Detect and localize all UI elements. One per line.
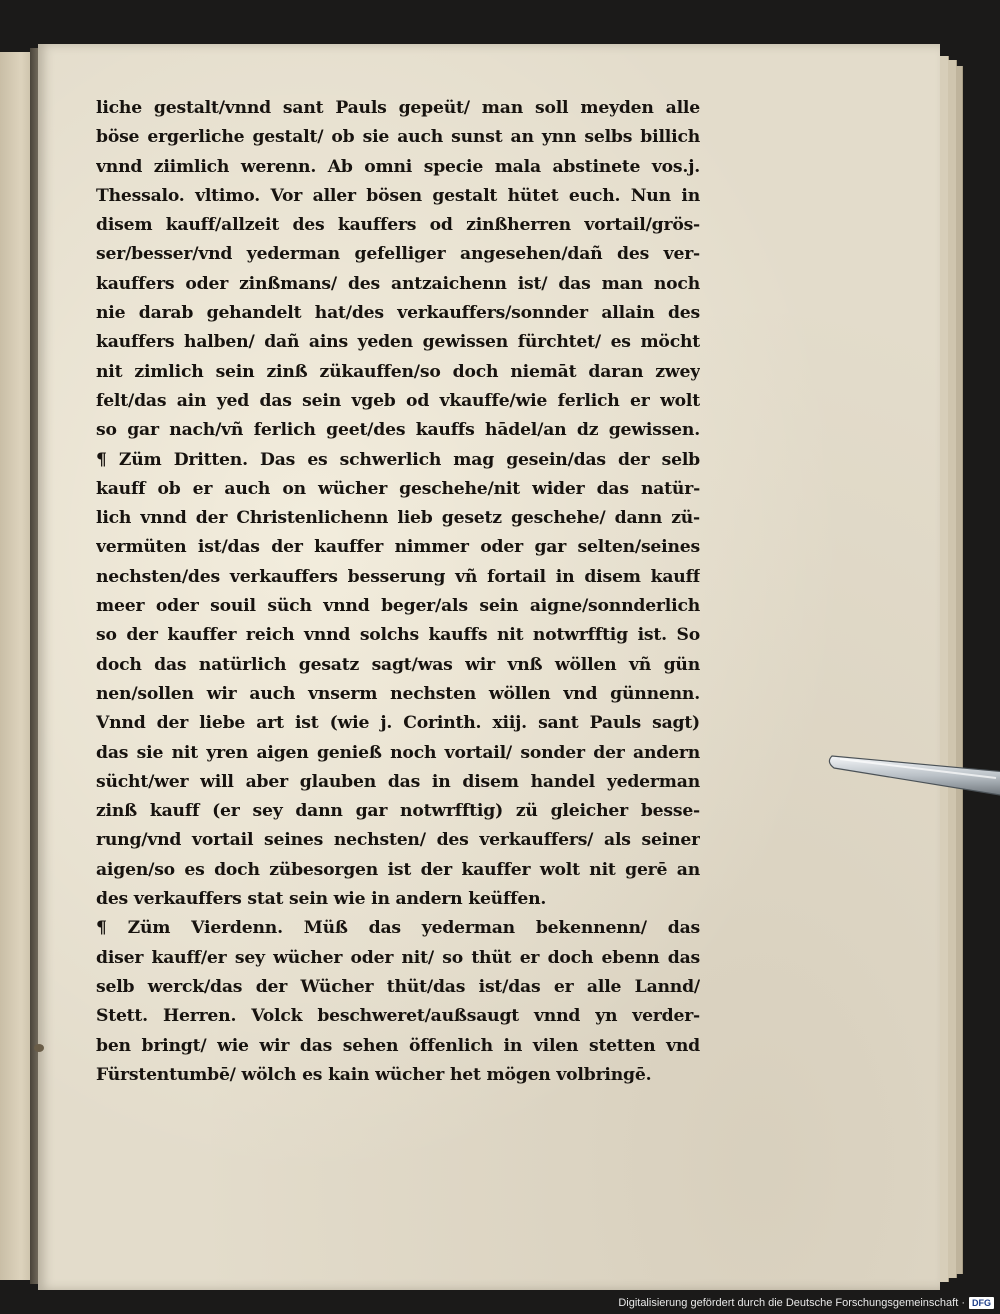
text-line: ser/besser/vnd yederman gefelliger angesehen/dañ des ver- xyxy=(96,244,700,265)
left-facing-page xyxy=(0,52,32,1280)
text-line: zinß kauff (er sey dann gar notwrfftig) zü gleicher besse- xyxy=(96,801,700,822)
text-line: rung/vnd vortail seines nechsten/ des verkauffers/ als seiner xyxy=(96,830,700,851)
text-line: doch das natürlich gesatz sagt/was wir vnß wöllen vñ gün xyxy=(96,654,700,675)
pointer-stick-icon xyxy=(826,742,1000,802)
text-line: meer oder souil süch vnnd beger/als sein aigne/sonnderlich xyxy=(96,596,700,617)
text-line: aigen/so es doch zübesorgen ist der kauffer wolt nit gerē an xyxy=(96,859,700,880)
text-line: ben bringt/ wie wir das sehen öffenlich in vilen stetten vnd xyxy=(96,1035,700,1056)
text-line: Vnnd der liebe art ist (wie j. Corinth. xiij. sant Pauls sagt) xyxy=(96,713,700,734)
dfg-logo-icon: DFG xyxy=(969,1297,994,1309)
text-line: des verkauffers stat sein wie in andern keüffen. xyxy=(96,889,547,910)
text-line: selb werck/das der Wücher thüt/das ist/das er alle Lannd/ xyxy=(96,976,700,997)
ink-speck xyxy=(34,1044,44,1052)
text-line: nit zimlich sein zinß zükauffen/so doch niemāt daran zwey xyxy=(96,361,700,382)
text-line: vnnd ziimlich werenn. Ab omni specie mala abstinete vos.j. xyxy=(96,156,700,177)
text-line: so gar nach/vñ ferlich geet/des kauffs hādel/an dz gewissen. xyxy=(96,420,700,441)
text-line: kauffers halben/ dañ ains yeden gewissen fürchtet/ es möcht xyxy=(96,332,700,353)
page-text-block xyxy=(96,94,700,1090)
text-line: Stett. Herren. Volck beschweret/außsaugt vnnd yn verder- xyxy=(96,1006,700,1027)
text-line: kauff ob er auch on wücher geschehe/nit wider das natür- xyxy=(96,478,700,499)
text-line: das sie nit yren aigen genieß noch vortail/ sonder der andern xyxy=(96,742,700,763)
text-line: ¶ Züm Dritten. Das es schwerlich mag gesein/das der selb xyxy=(96,449,700,470)
text-line: nechsten/des verkauffers besserung vñ fortail in disem kauff xyxy=(96,566,700,587)
text-line: kauffers oder zinßmans/ des antzaichenn ist/ das man noch xyxy=(96,273,700,294)
text-line: lich vnnd der Christenlichenn lieb gesetz geschehe/ dann zü- xyxy=(96,508,700,529)
text-line: diser kauff/er sey wücher oder nit/ so thüt er doch ebenn das xyxy=(96,947,700,968)
text-line: so der kauffer reich vnnd solchs kauffs nit notwrfftig ist. So xyxy=(96,625,700,646)
credit-text: Digitalisierung gefördert durch die Deutsche Forschungsgemeinschaft · xyxy=(618,1297,965,1309)
text-line: nen/sollen wir auch vnserm nechsten wöllen vnd günnenn. xyxy=(96,683,700,704)
text-line: nie darab gehandelt hat/des verkauffers/sonnder allain des xyxy=(96,303,700,324)
text-line: vermüten ist/das der kauffer nimmer oder gar selten/seines xyxy=(96,537,700,558)
text-line: böse ergerliche gestalt/ ob sie auch sunst an ynn selbs billich xyxy=(96,127,700,148)
text-line: Thessalo. vltimo. Vor aller bösen gestalt hütet euch. Nun in xyxy=(96,185,700,206)
text-line: ¶ Züm Vierdenn. Müß das yederman bekennenn/ das xyxy=(96,918,700,939)
digitization-credit xyxy=(618,1296,994,1310)
page-edge xyxy=(956,66,963,1274)
text-line: disem kauff/allzeit des kauffers od zinßherren vortail/grös- xyxy=(96,215,700,236)
text-line: sücht/wer will aber glauben das in disem handel yederman xyxy=(96,771,700,792)
text-line: felt/das ain yed das sein vgeb od vkauffe/wie ferlich er wolt xyxy=(96,390,700,411)
text-line: liche gestalt/vnnd sant Pauls gepeüt/ man soll meyden alle xyxy=(96,98,700,118)
text-line: Fürstentumbē/ wölch es kain wücher het mögen volbringē. xyxy=(96,1064,652,1085)
